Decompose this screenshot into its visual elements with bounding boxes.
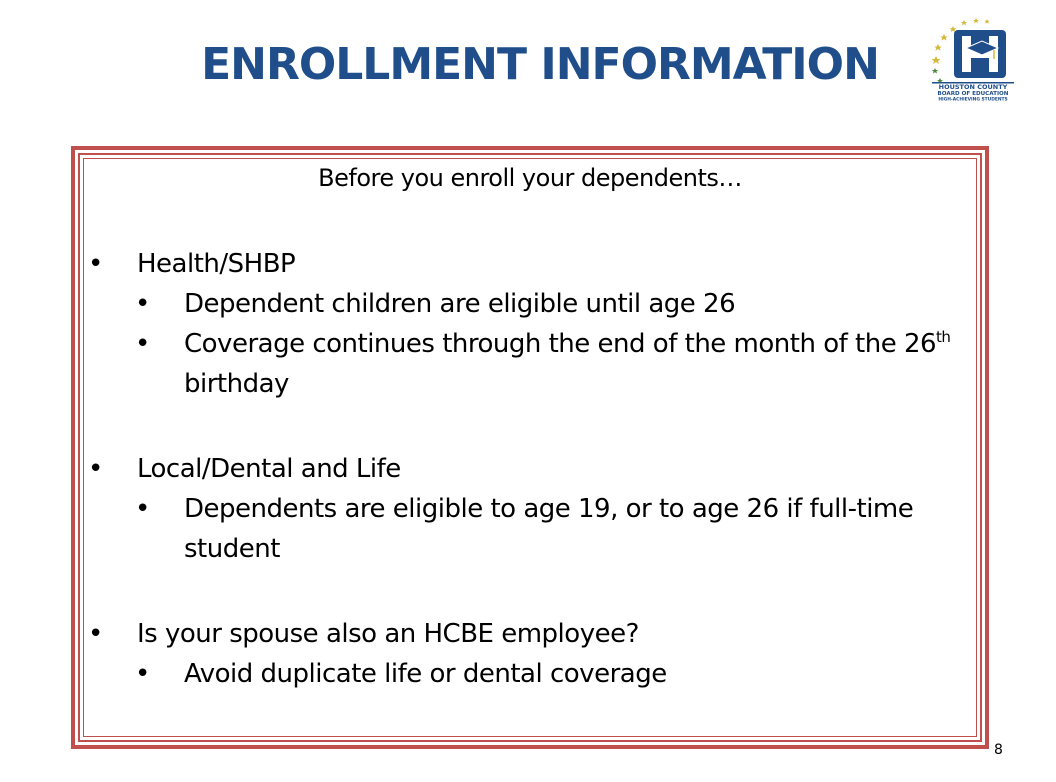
ordinal-suffix: th: [936, 328, 951, 346]
logo-line-3: HIGH-ACHIEVING STUDENTS: [938, 97, 1008, 102]
bullet-spouse: • Is your spouse also an HCBE employee?: [88, 614, 968, 654]
bullet-list: [88, 244, 968, 694]
houston-county-boe-logo: [926, 10, 1018, 102]
page-number: 8: [994, 742, 1003, 758]
slide-title: ENROLLMENT INFORMATION: [201, 39, 879, 90]
logo-line-1: HOUSTON COUNTY: [938, 83, 1008, 91]
sub-bullet-health-coverage: [135, 324, 968, 404]
sub-bullet-dental-eligibility: • Dependents are eligible to age 19, or to age 26 if full-time student: [135, 489, 968, 569]
sub-bullet-health-eligibility: • Dependent children are eligible until age 26: [135, 284, 968, 324]
coverage-text: Coverage continues through the end of the month of the 26: [184, 329, 937, 359]
coverage-text-end: birthday: [184, 369, 289, 399]
sub-bullet-duplicate-coverage: • Avoid duplicate life or dental coverage: [135, 654, 968, 694]
intro-text: Before you enroll your dependents…: [318, 164, 742, 192]
bullet-dental-life: • Local/Dental and Life: [88, 449, 968, 489]
logo-graphic: [926, 10, 1018, 102]
bullet-health: • Health/SHBP: [88, 244, 968, 284]
logo-line-2: BOARD OF EDUCATION: [937, 91, 1009, 97]
